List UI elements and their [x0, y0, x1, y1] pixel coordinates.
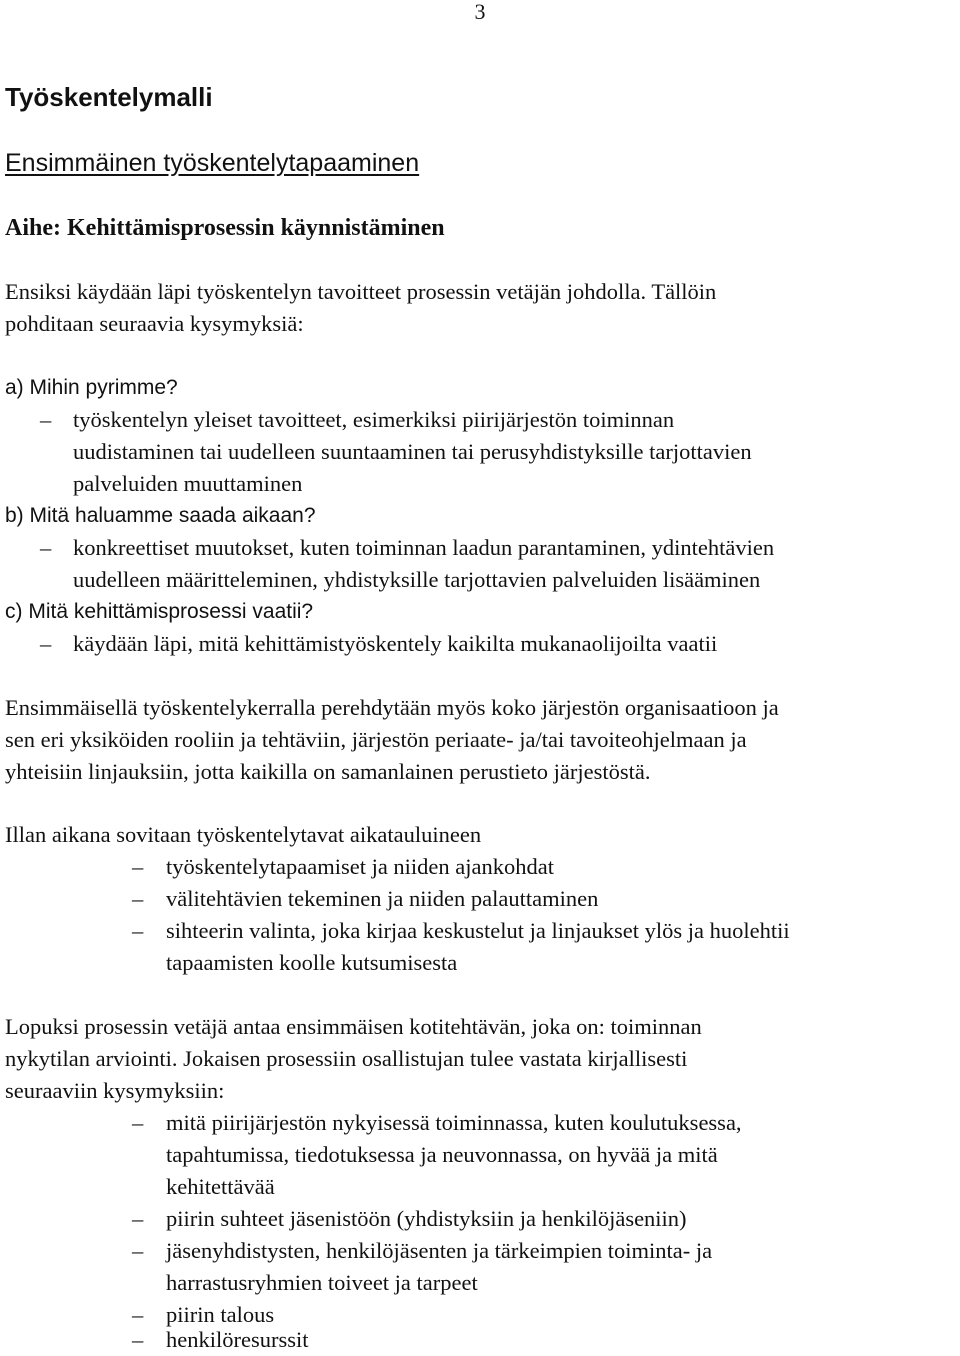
homework-item: henkilöresurssit: [166, 1327, 309, 1352]
homework-intro-line: Lopuksi prosessin vetäjä antaa ensimmäisen kotitehtävän, joka on: toiminnan: [5, 1014, 702, 1039]
question-label: b) Mitä haluamme saada aikaan?: [5, 504, 316, 527]
homework-item: jäsenyhdistysten, henkilöjäsenten ja tärkeimpien toiminta- ja: [166, 1238, 713, 1263]
dash-bullet: –: [132, 1327, 144, 1352]
homework-item: mitä piirijärjestön nykyisessä toiminnassa, kuten koulutuksessa,: [166, 1110, 742, 1135]
dash-bullet: –: [132, 886, 144, 911]
question-label: a) Mihin pyrimme?: [5, 376, 178, 399]
dash-bullet: –: [40, 535, 52, 560]
schedule-item: sihteerin valinta, joka kirjaa keskustelut ja linjaukset ylös ja huolehtii: [166, 918, 790, 943]
homework-item: piirin talous: [166, 1302, 275, 1327]
homework-intro-line: seuraaviin kysymyksiin:: [5, 1078, 225, 1103]
paragraph-line: yhteisiin linjauksiin, jotta kaikilla on samanlainen perustieto järjestöstä.: [5, 759, 651, 784]
answer-line: käydään läpi, mitä kehittämistyöskentely kaikilta mukanaolijoilta vaatii: [73, 631, 718, 656]
dash-bullet: –: [40, 407, 52, 432]
homework-item-continuation: kehitettävää: [166, 1174, 275, 1199]
schedule-intro: Illan aikana sovitaan työskentelytavat aikatauluineen: [5, 822, 482, 847]
question-label: c) Mitä kehittämisprosessi vaatii?: [5, 600, 314, 623]
answer-line: uudistaminen tai uudelleen suuntaaminen tai perusyhdistyksille tarjottavien: [73, 439, 752, 464]
homework-intro-line: nykytilan arviointi. Jokaisen prosessiin osallistujan tulee vastata kirjallisesti: [5, 1046, 688, 1071]
schedule-item: työskentelytapaamiset ja niiden ajankohdat: [166, 854, 555, 879]
answer-line: työskentelyn yleiset tavoitteet, esimerkiksi piirijärjestön toiminnan: [73, 407, 675, 432]
dash-bullet: –: [132, 918, 144, 943]
answer-line: palveluiden muuttaminen: [73, 471, 303, 496]
dash-bullet: –: [132, 1206, 144, 1231]
schedule-item: välitehtävien tekeminen ja niiden palauttaminen: [166, 886, 599, 911]
dash-bullet: –: [132, 854, 144, 879]
dash-bullet: –: [132, 1110, 144, 1135]
dash-bullet: –: [132, 1238, 144, 1263]
homework-item-continuation: tapahtumissa, tiedotuksessa ja neuvonnassa, on hyvää ja mitä: [166, 1142, 718, 1167]
dash-bullet: –: [132, 1302, 144, 1327]
answer-line: uudelleen määritteleminen, yhdistyksille tarjottavien palveluiden lisääminen: [73, 567, 761, 592]
page-number: 3: [474, 0, 486, 24]
paragraph-line: Ensimmäisellä työskentelykerralla perehdytään myös koko järjestön organisaatioon ja: [5, 695, 779, 720]
dash-bullet: –: [40, 631, 52, 656]
homework-item-continuation: harrastusryhmien toiveet ja tarpeet: [166, 1270, 478, 1295]
intro-line: pohditaan seuraavia kysymyksiä:: [5, 311, 304, 336]
answer-line: konkreettiset muutokset, kuten toiminnan laadun parantaminen, ydintehtävien: [73, 535, 775, 560]
homework-item: piirin suhteet jäsenistöön (yhdistyksiin ja henkilöjäseniin): [166, 1206, 687, 1231]
schedule-item-continuation: tapaamisten koolle kutsumisesta: [166, 950, 458, 975]
topic-heading: Aihe: Kehittämisprosessin käynnistäminen: [5, 215, 445, 241]
section-subtitle: Ensimmäinen työskentelytapaaminen: [5, 149, 420, 177]
intro-line: Ensiksi käydään läpi työskentelyn tavoitteet prosessin vetäjän johdolla. Tällöin: [5, 279, 717, 304]
page-title: Työskentelymalli: [5, 82, 213, 112]
paragraph-line: sen eri yksiköiden rooliin ja tehtäviin, järjestön periaate- ja/tai tavoiteohjelmaan ja: [5, 727, 747, 752]
